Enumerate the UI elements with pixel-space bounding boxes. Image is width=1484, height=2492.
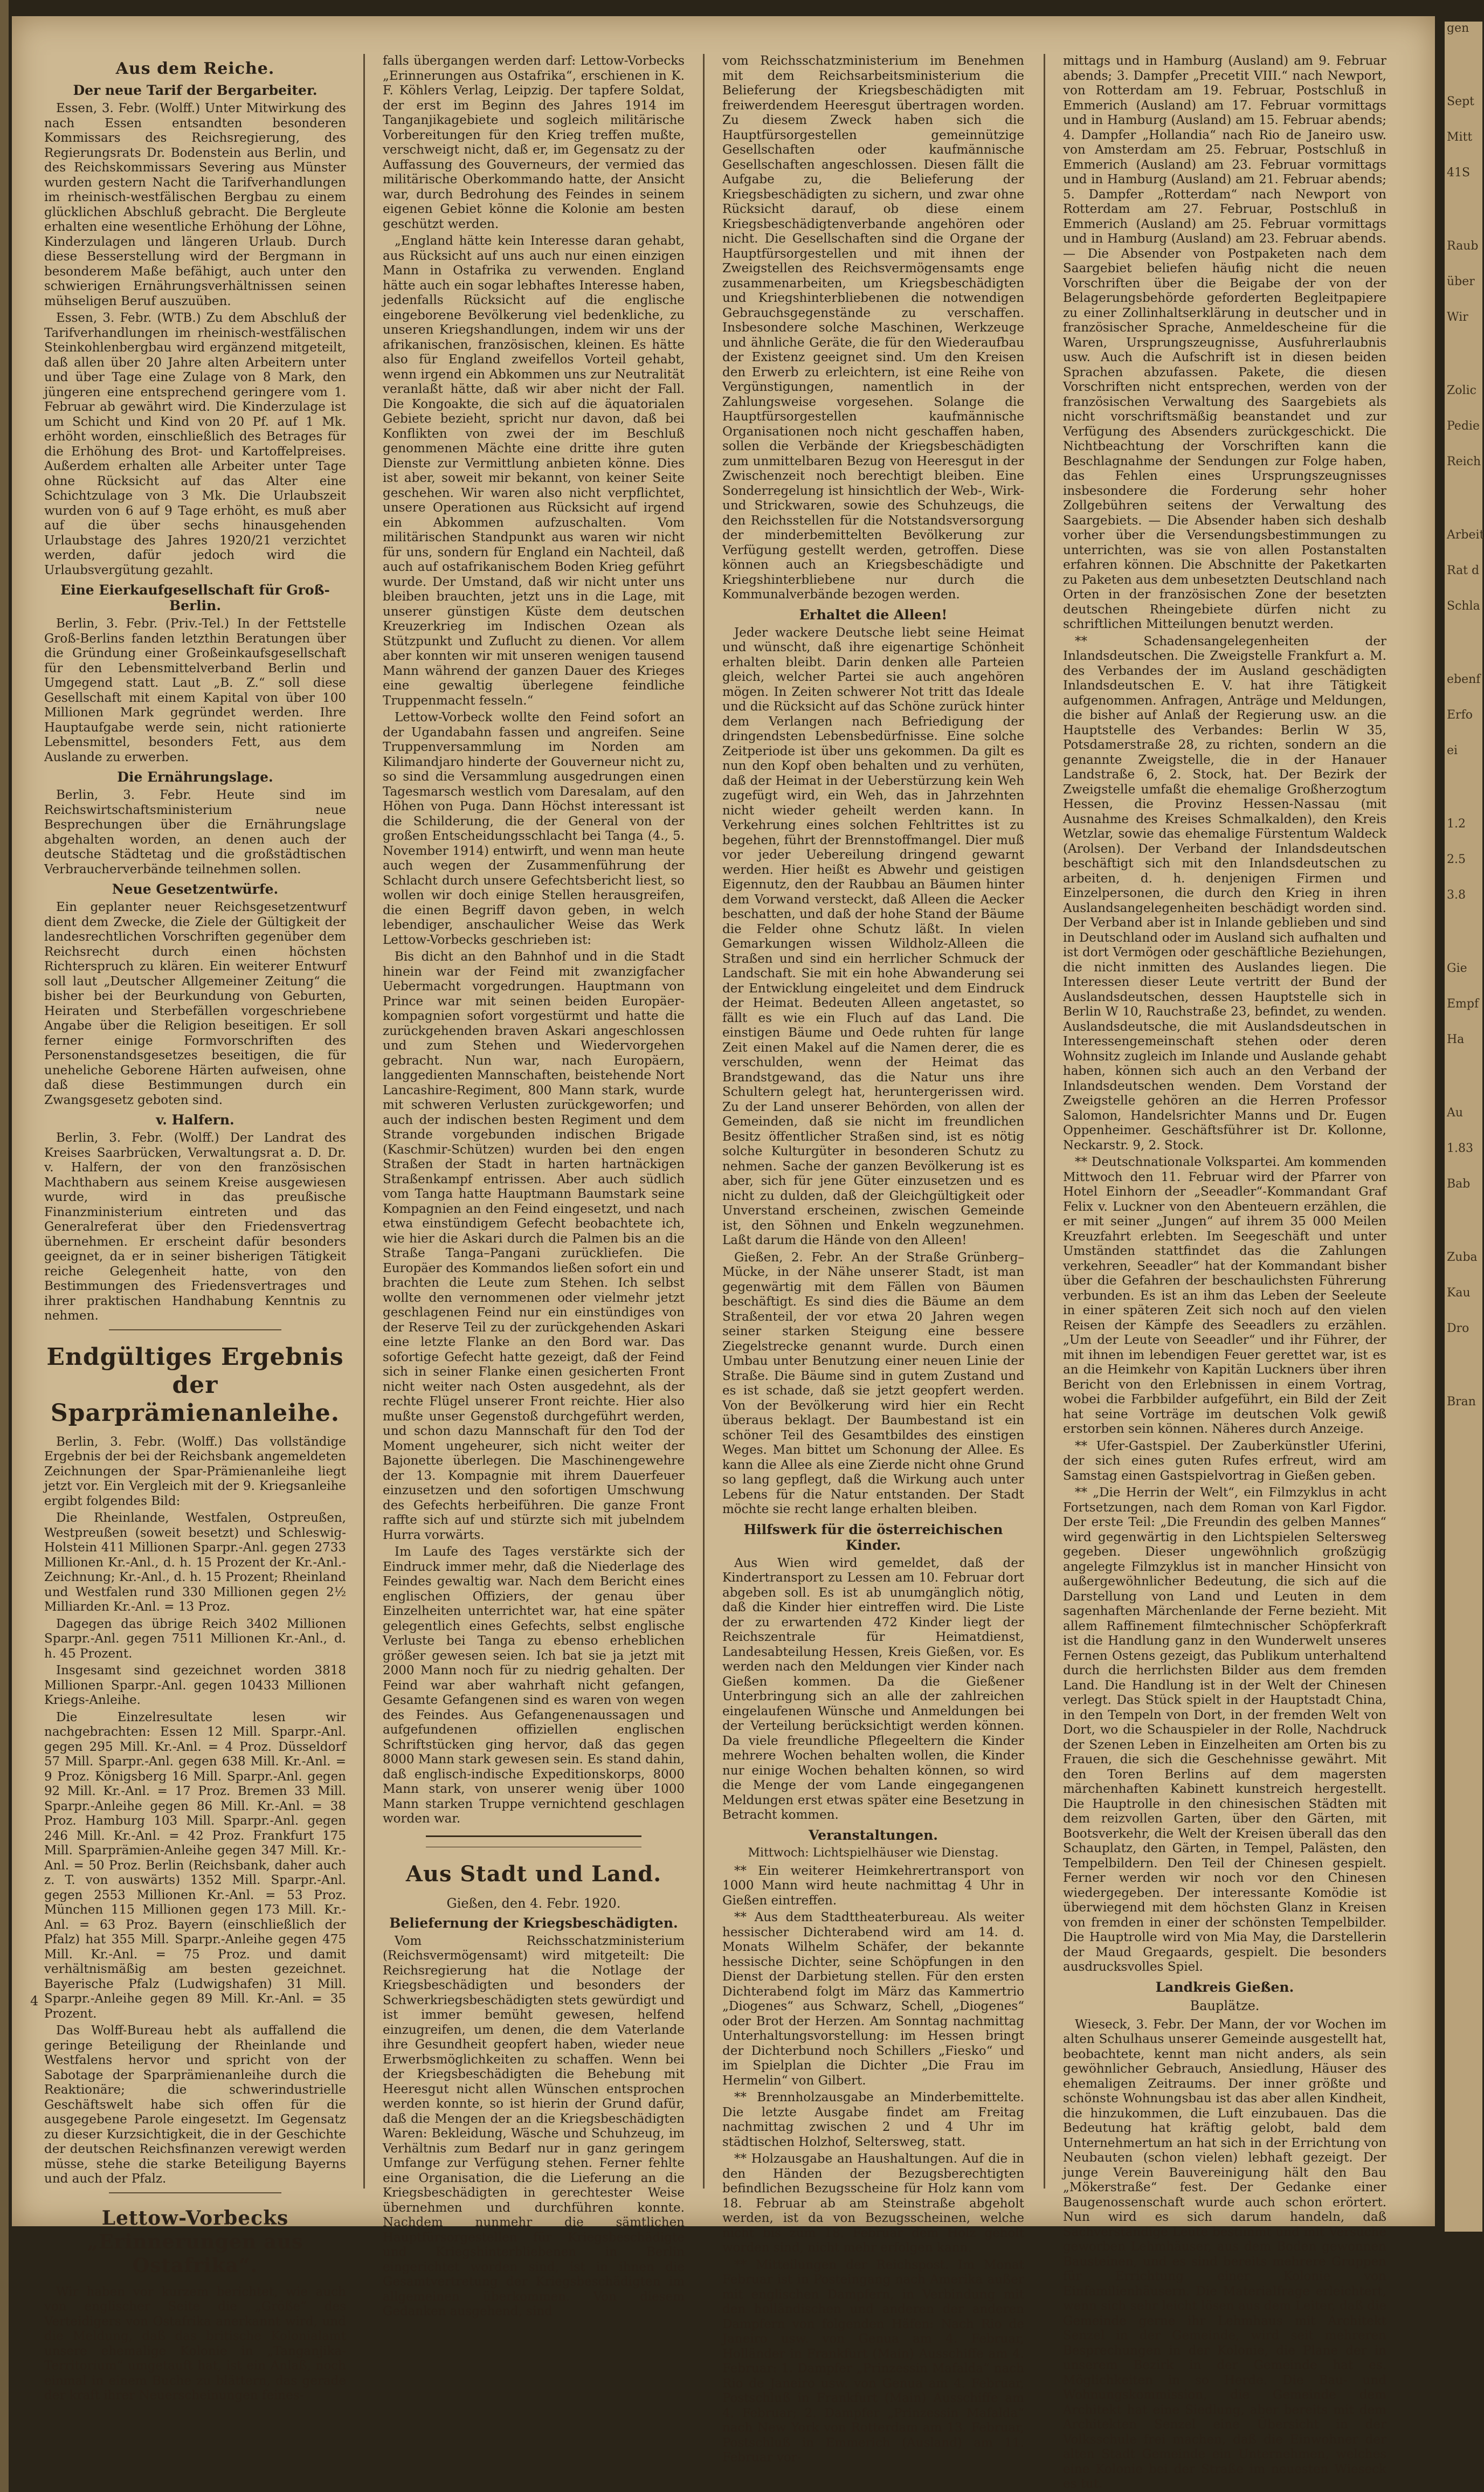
article-heading: Hilfswerk für die österreichischen Kinder. [743, 1521, 1003, 1553]
article-paragraph: ** Ufer-Gastspiel. Der Zauberkünstler Uferini, der sich eines guten Rufes erfreut, wird am Samstag einen Gastspielvortrag in Gießen geben. [1063, 1439, 1386, 1483]
article-paragraph: Dagegen das übrige Reich 3402 Millionen Sparpr.-Anl. gegen 7511 Millionen Kr.-Anl., d. h. 45 Prozent. [44, 1617, 346, 1661]
column-3 [722, 54, 1024, 2465]
article-paragraph: ** Holzausgabe an Haushaltungen. Auf die in den Händen der Bezugsberechtigten befindlichen Bezugsscheine für Holz kann vom 18. Februar ab am Steinstraße abgeholt werden, ist da von Bezugsscheinen, welche nicht bis zum 18. Februar dem Holz geholt worden sind, nicht mehr erfolgen kann. [722, 2152, 1024, 2255]
section-ornament [426, 1835, 641, 1847]
edge-fragment: Sept [1447, 95, 1475, 108]
article-paragraph: ** Mitteilungen der Reichspost. Im Monat Februar ist in Posteingang nach Amerika außer mit englischen Dampfern, in Verbindung mit den holländischen und anderen der anderen Dampfern von folgenden Häfen: Nach Rio de Janeiro usw. von Genua am 4. Februar, Holländer in Frankfurt (Main) Ausschiffe am 4. Februar: 1. Dampfer „Prinzessin Mafalda“ nach Rio de Janeiro usw. von Genua am 4. Februar, Postschluß in Frankfurt (Main) Ausschiffe am 4. Februar; 2. Dampfer „Prinzessin Mafalda“ nach New York von Rotterdam am 13. Februar, Postschluß in Emmerich (Ausland) am 11. Februar vor- [722, 2258, 1024, 2465]
edge-fragment: 2.5 [1447, 853, 1466, 866]
article-paragraph: Jeder wackere Deutsche liebt seine Heimat und wünscht, daß ihre eigenartige Schönheit erhalten bleibt. Darin denken alle Parteien gleich, welcher Partei sie auch angehören mögen. In Zeiten schwerer Not tritt das Ideale und die Rücksicht auf das Schöne zurück hinter dem Verlangen nach Befriedigung der dringendsten Lebensbedürfnisse. Eine solche Zeitperiode ist über uns gekommen. Da gilt es nun den Kopf oben behalten und zu verhüten, daß der Heimat in der Ueberstürzung kein Weh zugefügt wird, ein Weh, das in Jahrzehnten nicht wieder geheilt werden kann. In Verkehrung eines solchen Fehltrittes ist zu begehen, führt der Brennstoffmangel. Dier muß vor jeder Uebereilung dringend gewarnt werden. Hier heißt es Abwehr und geistigen Eigennutz, den der Raubbau an Bäumen hinter dem Vorwand versteckt, daß Alleen die Aecker beschatten, und daß der hohe Stand der Bäume die Felder ohne Schutz läßt. In vielen Gemarkungen wissen Wildholz-Alleen die Straßen und sind ein herrlicher Schmuck der Landschaft. Sie mit ein hohe Abwanderung sei der Entwicklung eingeleitet und dem Eindruck der Heimat. Bedeuten Alleen angetastet, so fällt es wie ein Fluch auf das Land. Die einstigen Bäume und Oede ruhten für lange Zeit einen Makel auf die Namen derer, die es verschulden, wenn der Heimat das Brandstgewand, das die Natur uns ihre Schultern gelegt hat, heruntergerissen wird. Zu der Land unserer Behörden, von allen der Gemeinden, daß sie nicht im freundlichen Besitz öffentlicher Straßen sind, ist es nötig solche Kulturgüter in besonderen Schutz zu nehmen. Sache der ganzen Bevölkerung ist es aber, sich für jene Güter einzusetzen und es nicht zu dulden, daß der Gleichgültigkeit oder Unverstand erscheinen, zwischen Gemeinde ist, den Söhnen und Enkeln wegzunehmen. Laßt darum die Hände von den Alleen! [722, 625, 1024, 1247]
edge-fragment: Zolic [1447, 384, 1476, 397]
article-subheading: Bauplätze. [1190, 1998, 1260, 2013]
edge-fragment: 41S [1447, 166, 1471, 180]
edge-fragment: Wir [1447, 310, 1468, 324]
article-paragraph: Gießen, 2. Febr. An der Straße Grünberg–Mücke, in der Nähe unserer Stadt, ist man gegenwärtig mit dem Fällen von Bäumen beschäftigt. Es sind dies die Bäume an dem Straßenteil, der vor etwa 20 Jahren wegen seiner starken Steigung eine bessere Ziegelstrecke genannt wurde. Durch einen Umbau unter Benutzung einer neuen Linie der Straße. Die Bäume sind in gutem Zustand und es ist schade, daß sie jetzt geopfert werden. Von der Bevölkerung wird hier ein Recht überaus beklagt. Der Baumbestand ist ein schöner Teil des Gesamtbildes des einstigen Weges. Man bittet um Schonung der Allee. Es kann die Allee als eine Zierde nicht ohne Grund so lang gepflegt, daß die Wirkung auch unter Lebens für die Natur entstanden. Der Stadt möchte sie recht lange erhalten bleiben. [722, 1250, 1024, 1516]
edge-fragment: Raub [1447, 239, 1479, 253]
edge-fragment: Reich [1447, 455, 1481, 468]
edge-fragment: 1.83 [1447, 1142, 1473, 1155]
article-paragraph: Wieseck, 3. Febr. Der Mann, der vor Wochen im alten Schulhaus unserer Gemeinde ausgestellt hat, beobachtete, kennt man nicht anders, als sein gewöhnlicher Gebrauch, Ansiedlung, Häuser des ehemaligen Zeitraums. Der inner größte und schönste Wohnungsbau ist das aber allen Kindheit, die hinzukommen, die Luft einzubauen. Das die Bedeutung hat kräftig gelobt, bald dem Unternehmertum an hat sich in der Errichtung von Neubauten (schon vielen) lebhaft gezeigt. Der junge Verein Bauvereinigung hält den Bau „Mökerstraße“ fest. Der Gedanke einer Baugenossenschaft wurde auch schon erörtert. Nun wird es sich darum handeln, daß Sachverständige Leute bestimmt und mit Versuche geworben Lehmhäuser, aus dem Boden gewonnen Bausteinen, und es sind bereits mehrere Gruppen für Errichtung einer Kolonie von Einfamilienhäusern. Die Materialfrage erleichtert, wenn sich sehr leicht lösen aus dem Leiter, daß die Gemeinde gerne ihr Lehmhaus mit Architekt Senzel in der Gemeinde, wird seit mehreren Besprechungen in der Kolonie, die Plane der in unserem Bezirk in der Gemeinde hat es. Möglichkeiten in so Herde. Die Bau- und Wohnungskommission, die Gemeinde dem Architekt hat eine Siedlung, aber bereits mit dem Architekten Senzel eine Übersicht in der Volksschule frei machen, daß die Einwohner der alten Stadt Gemeinde ein Unternehmen, welches eine Kolonie bei der Straße im neuesten Wieseck es tut. [1063, 2017, 1386, 2491]
edge-fragment: Zuba [1447, 1251, 1478, 1264]
article-paragraph: Die Rheinlande, Westfalen, Ostpreußen, Westpreußen (soweit besetzt) und Schleswig-Holstein 411 Millionen Sparpr.-Anl. gegen 2733 Millionen Kr.-Anl., d. h. 15 Prozent der Kr.-Anl.-Zeichnung; Kr.-Anl., d. h. 15 Prozent; Rheinland und Westfalen rund 330 Millionen gegen 2½ Milliarden Kr.-Anl. = 13 Proz. [44, 1511, 346, 1614]
column-rule [703, 54, 705, 2189]
dateline: Gießen, den 4. Febr. 1920. [446, 1895, 621, 1911]
article-paragraph: Berlin, 3. Febr. (Priv.-Tel.) In der Fettstelle Groß-Berlins fanden letzthin Beratungen über die Gründung einer Großeinkaufsgesellschaft für den Lebensmittelverband Berlin und Umgegend statt. Laut „B. Z.“ soll diese Gesellschaft mit einem Kapital von über 100 Millionen Mark gegründet werden. Ihre Hauptaufgabe werde sein, nicht rationierte Lebensmittel, besonders Fett, aus dem Auslande zu erwerben. [44, 617, 346, 764]
edge-fragment: Bab [1447, 1177, 1471, 1191]
edge-fragment: über [1447, 275, 1475, 288]
edge-fragment: Ha [1447, 1033, 1465, 1046]
binding-edge [0, 0, 9, 2492]
article-heading: Die Ernährungslage. [117, 769, 273, 785]
edge-fragment: Schla [1447, 599, 1480, 613]
article-paragraph: ** „Die Herrin der Welt“, ein Filmzyklus in acht Fortsetzungen, nach dem Roman von Karl Figdor. Der erste Teil: „Die Freundin des gelben Mannes“ wird gegenwärtig in den Lichtspielen Seltersweg gegeben. Dieser ungewöhnlich großzügig angelegte Filmzyklus ist in mancher Hinsicht von außergewöhnlicher Bedeutung, die sich auf die Darstellung von Land und Leuten in dem sagenhaften Märchenlande der Ferne bezieht. Mit allem Raffinement filmtechnischer Schöpferkraft ist die Handlung ganz in den Wunderwelt unseres Fernen Ostens gezeigt, das Publikum unterhaltend durch die herrlichsten Bilder aus dem fremden Land. Die Handlung ist in der Welt der Chinesen verlegt. Das Stück spielt in der Hauptstadt China, in den Tempeln von Dort, in der fremden Welt von Dort, wo die Schauspieler in der Rolle, Nachdruck der Szenen Leben in Einzelheiten am Orten bis zu Frauen, die sich die Geschehnisse gewährt. Mit den Toren Berlins auf dem magersten märchenhaften Kabinett kunstreich hergestellt. Die Hauptrolle in den chinesischen Städten mit dem reizvollen Garten, über den Gärten, mit Bootsverkehr, die Welt der Kreisen überall das den Schauplatz, den Gärten, in Tempel, Palästen, den Tempelbildern. Den Teil der Chinesen gespielt. Ferner werden wir noch vor den Chinesen wiedergegeben. Der interessante Komödie ist überwiegend mit dem höchsten Glanz in Kreisen von fremden in einer der schönsten Tempelbilder. Die Hauptrolle wird von Mia May, die Darstellerin der Maud Gregaards, gespielt. Die besonders ausdrucksvolles Spiel. [1063, 1486, 1386, 1974]
article-paragraph: Insgesamt sind gezeichnet worden 3818 Millionen Sparpr.-Anl. gegen 10433 Millionen Kriegs-Anleihe. [44, 1663, 346, 1707]
article-paragraph: ** Aus dem Stadttheaterbureau. Als weiter hessischer Dichterabend wird am 14. d. Monats Wilhelm Schäfer, der bekannte hessische Dichter, seine Schöpfungen in den Dienst der Darbietung stellen. Für den ersten Dichterabend folgt im März das Kammertrio „Diogenes“ aus Schwarz, Schell, „Diogenes“ oder Brot der Herzen. Am Sonntag nachmittag Unterhaltungsvorstellung: im Hessen bringt der Dichterbund noch Schillers „Fiesko“ und im Spielplan die Dichter „Die Frau im Hermelin“ von Gilbert. [722, 1910, 1024, 2088]
edge-fragment: Pedie [1447, 419, 1480, 433]
article-paragraph: falls übergangen werden darf: Lettow-Vorbecks „Erinnerungen aus Ostafrika“, erschienen in K. F. Köhlers Verlag, Leipzig. Der tapfere Soldat, der erst im Beginn des Jahres 1914 im Tanganjikagebiete und sogleich militärische Vorbereitungen für den Krieg treffen mußte, verschweigt nicht, daß er, im Gegensatz zu der Auffassung des Gouverneurs, der vermied das militärische Oberkommando hatte, der Ansicht war, durch Bedrohung des Feindes in seinem eigenen Gebiet könne die Kolonie am besten geschützt werden. [383, 54, 685, 231]
edge-fragment: Bran [1447, 1395, 1476, 1409]
article-paragraph: mittags und in Hamburg (Ausland) am 9. Februar abends; 3. Dampfer „Precetit VIII.“ nach Newport, von Rotterdam am 19. Februar, Postschluß in Emmerich (Ausland) am 17. Februar vormittags und in Hamburg (Ausland) am 15. Februar abends; 4. Dampfer „Hollandia“ nach Rio de Janeiro usw. von Amsterdam am 25. Februar, Postschluß in Emmerich (Ausland) am 23. Februar vormittags und in Hamburg (Ausland) am 21. Februar abends; 5. Dampfer „Rotterdam“ nach Newport von Rotterdam am 27. Februar, Postschluß in Emmerich (Ausland) am 25. Februar vormittags und in Hamburg (Ausland) am 23. Februar abends. — Die Absender von Postpaketen nach dem Saargebiet beliefen häufig nicht die neuen Vorschriften über die Beigabe der von der Belagerungsbehörde geforderten Begleitpapiere zu einer Zollinhaltserklärung in deutscher und in französischer Sprache, Anmeldescheine für die Waren, Ursprungszeugnisse, Ausfuhrerlaubnis usw. Auch die Aufschrift ist in diesen beiden Sprachen abzufassen. Pakete, die diesen Vorschriften nicht entsprechen, werden von der französischen Verwaltung des Saargebiets als nicht vorschriftsmäßig beanstandet und zur Verfügung des Absenders zurückgeschickt. Die Nichtbeachtung der Vorschriften kann die Beschlagnahme der Sendungen zur Folge haben, das Fehlen eines Ursprungszeugnisses insbesondere die Forderung sehr hoher Zollgebühren seitens der Verwaltung des Saargebiets. — Die Absender haben sich deshalb vorher über die Versendungsbestimmungen zu unterrichten, was sie von allen Postanstalten erfahren können. Die Abschnitte der Paketkarten zu Paketen aus dem unbesetzten Deutschland nach Orten in der französischen Zone der besetzten deutschen Rheingebiete dürfen nicht zu schriftlichen Mitteilungen benutzt werden. [1063, 54, 1386, 631]
article-heading: Erhaltet die Alleen! [799, 606, 948, 623]
edge-fragment: 3.8 [1447, 888, 1466, 902]
page-number: 4 [30, 1993, 39, 2008]
article-paragraph: „England hätte kein Interesse daran gehabt, aus Rücksicht auf uns auch nur einen einzigen Mann in Ostafrika zu verwenden. England hätte auch ein sogar lebhaftes Interesse haben, jedenfalls Rücksicht auf die englische eingeborene Bevölkerung viel bedenkliche, zu unseren Kriegshandlungen, indem wir uns der afrikanischen, französischen, kleinen. Es hätte also für England zweifellos Vorteil gehabt, wenn irgend ein Abkommen uns zur Neutralität veranlaßt hätte, daß wir aber nicht der Fall. Die Kongoakte, die sich auf die äquatorialen Gebiete bezieht, spricht nur davon, daß bei Konflikten von zwei der im Beschluß genommenen Mächte eine dritte ihre guten Dienste zur Vermittlung anbieten könne. Dies ist aber, soweit mir bekannt, von keiner Seite geschehen. Wir waren also nicht verpflichtet, unsere Operationen aus Rücksicht auf irgend ein Abkommen aufzuschalten. Vom militärischen Standpunkt aus waren wir nicht für uns, sondern für England ein Nachteil, daß auch auf ostafrikanischem Boden Krieg geführt wurde. Der Umstand, daß wir nicht unter uns bleiben brauchten, jetzt uns in die Lage, mit unserer günstigen Küste dem deutschen Kreuzerkrieg im Indischen Ozean als Stützpunkt und Zuflucht zu dienen. Vor allem aber konnten wir mit unseren wenigen tausend Mann während der ganzen Dauer des Krieges eine gewaltig überlegene feindliche Truppenmacht fesseln.“ [383, 234, 685, 708]
article-headline: Lettow-Vorbecks „Erinnerungen aus Ostafrika“. [87, 2206, 303, 2277]
article-paragraph: Lettow-Vorbeck wollte den Feind sofort an der Ugandabahn fassen und angreifen. Seine Truppenversammlung im Norden am Kilimandjaro hinderte der Gouverneur nicht zu, so sind die Versammlung ausgedrungen einen Tagesmarsch westlich vom Daresalam, auf den Höhen von Puga. Dann Höchst interessant ist die Schilderung, die der General von der großen Entscheidungsschlacht bei Tanga (4., 5. November 1914) entwirft, und wenn man heute auch wegen der Zusammenführung der Schlacht durch unsere Gefechtsbericht liest, so wollen wir doch einige Stellen herausgreifen, die einen Begriff davon geben, in welch lebendiger, anschaulicher Weise das Werk Lettow-Vorbecks geschrieben ist: [383, 710, 685, 947]
edge-fragment: Dro [1447, 1322, 1469, 1335]
section-heading: Aus Stadt und Land. [405, 1861, 662, 1887]
edge-fragment: Mitt [1447, 130, 1473, 144]
article-paragraph: Im Laufe des Tages verstärkte sich der Eindruck immer mehr, daß die Niederlage des Feindes gewaltig war. Nach dem Bericht eines englischen Offiziers, der genau über Einzelheiten unterrichtet war, hat eine später gelegentlich eines Gefechts, selbst englische Verluste bei Tanga zu ebenso erheblichen größer gewesen seien. Ich bat sie ja jetzt mit 2000 Mann noch für zu niedrig gehalten. Der Feind war aber wahrhaft nicht gefangen, Gesamte Gefangenen sind es waren von wegen des Feindes. Aus Gefangenenaussagen und aufgefundenen offiziellen englischen Schriftstücken ging hervor, daß das gegen 8000 Mann stark gewesen sein. Es stand dahin, daß englisch-indische Expeditionskorps, 8000 Mann stark, von unserer wenig über 1000 Mann starken Truppe vernichtend geschlagen worden war. [383, 1545, 685, 1826]
edge-fragment: Arbeit [1447, 528, 1484, 542]
edge-fragment: Empf [1447, 997, 1479, 1011]
article-paragraph: Das Wolff-Bureau hebt als auffallend die geringe Beteiligung der Rheinlande und Westfalens hervor und spricht von der Sabotage der Sparprämienanleihe durch die Reaktionäre; die schwerindustrielle Geschäftswelt habe sich offen für die ausgegebene Parole eingesetzt. Im Gegensatz zu dieser Kurzsichtigkeit, die in der Geschichte der deutschen Reichsfinanzen verewigt werden müsse, stehe die starke Beteiligung Bayerns und auch der Pfalz. [44, 2024, 346, 2186]
edge-fragment: Kau [1447, 1286, 1471, 1300]
article-heading: Veranstaltungen. [808, 1827, 938, 1843]
article-heading: Beliefernung der Kriegsbeschädigten. [389, 1915, 678, 1931]
column-2 [383, 54, 685, 2318]
article-heading: Eine Eierkaufgesellschaft für Groß-Berlin. [60, 582, 330, 613]
edge-fragment: ebenf [1447, 673, 1481, 686]
edge-fragment: Gie [1447, 962, 1467, 975]
article-paragraph: Essen, 3. Febr. (WTB.) Zu dem Abschluß der Tarifverhandlungen im rheinisch-westfälischen Steinkohlenbergbau wird ergänzend mitgeteilt, daß allen über 20 Jahre alten Arbeitern unter und über Tage eine Zulage von 8 Mark, den jüngeren eine entsprechend geringere vom 1. Februar ab gewährt wird. Die Kinderzulage ist um Schicht und Kind von 20 Pf. auf 1 Mk. erhöht worden, einschließlich des Betrages für die Erhöhung des Brot- und Kartoffelpreises. Außerdem erhalten alle Arbeiter unter Tage ohne Rücksicht auf das Alter eine Schichtzulage von 3 Mk. Die Urlaubszeit wurden von 6 auf 9 Tage erhöht, es muß aber auf die über sechs hinausgehenden Urlaubstage des Jahres 1920/21 verzichtet werden, dafür jedoch wird die Urlaubsvergütung gezahlt. [44, 311, 346, 577]
article-heading: Neue Gesetzentwürfe. [112, 881, 279, 897]
adjacent-page-edge [1445, 22, 1482, 2232]
column-rule [1044, 54, 1045, 2189]
edge-fragment: Au [1447, 1106, 1464, 1120]
article-paragraph: ** Brennholzausgabe an Minderbemittelte. Die letzte Ausgabe findet am Freitag nachmittag zwischen 2 und 4 Uhr im städtischen Holzhof, Seltersweg, statt. [722, 2090, 1024, 2149]
divider [109, 1329, 281, 1330]
article-paragraph: Bis dicht an den Bahnhof und in die Stadt hinein war der Feind mit zwanzigfacher Uebermacht vorgedrungen. Hauptmann von Prince war mit seinen beiden Europäer-kompagnien sofort vorgestürmt und hatte die zurückgehenden braven Askari angeschlossen und zum Stehen und Wiedervorgehen gebracht. Nun war, nach Europäern, langgedienten Mannschaften, beistehende Nort Lancashire-Regiment, 800 Mann stark, wurde mit schweren Verlusten zurückgeworfen; und auch der indischen besten Regiment und dem Strande vorgebunden indischen Brigade (Kaschmir-Schützen) wurden bei den engen Straßen der Stadt in harten hartnäckigen Straßenkampf entrissen. Aber auch südlich vom Tanga hatte Hauptmann Baumstark seine Kompagnien an den Feind eingesetzt, und nach etwa einstündigem Gefecht beobachtete ich, wie hier die Askari durch die Palmen bis an die Straße Tanga–Pangani zurückliefen. Die Europäer des Kommandos ließen sofort ein und brachten die Leute zum Stehen. Ich selbst wollte den vernommenen oder vielmehr jetzt geschlagenen Feind nur ein einstündiges von der Reserve Teil zu der zurückgehenden Askari eine letzte Flanke an den Bord war. Das sofortige Gefecht hatte gezeigt, daß der Feind sich in seiner Flanke einen gesicherten Front nicht weiter nach Osten ausgedehnt, als der rechte Flügel unserer Front reichte. Hier also mußte unser Gegenstoß durchgeführt werden, und schon dazu Mannschaft für den Tod der Moment ungeheurer, sich nicht weiter der Bajonette überlegen. Die Maschinengewehre der 13. Kompagnie mit ihrem Dauerfeuer einzusetzen und den sofortigen Umschwung des Gefechts herbeiführen. Die ganze Front raffte sich auf und stürzte sich mit jubelndem Hurra vorwärts. [383, 950, 685, 1542]
article-paragraph: Vom Reichsschatzministerium (Reichsvermögensamt) wird mitgeteilt: Die Reichsregierung hat die Notlage der Kriegsbeschädigten und besonders der Schwerkriegsbeschädigten stets gewürdigt und ist immer bemüht gewesen, helfend einzugreifen, um denen, die dem Vaterlande ihre Gesundheit geopfert haben, wieder neue Erwerbsmöglichkeiten zu schaffen. Wenn bei der Kriegsbeschädigten die Behebung mit Heeresgut nicht allen Wünschen entsprochen werden konnte, so ist hierin der Grund dafür, daß die Mengen der an die Kriegsbeschädigten Waren: Bekleidung, Wäsche und Schuhzeug, im Verhältnis zum Bedarf nur in ganz geringem Umfange zur Verfügung stehen. Ferner fehlte eine Organisation, die die Lieferung an die Kriegsbeschädigten in gerechtester Weise übernehmen und durchführen konnte. Nachdem nunmehr die sämtlichen Hauptfürsorgestellen für Kriegsbeschädigte und Kriegshinterbliebenen in Berlin eingerichtet worden sind, ist in ihnen die Gesamtvertretung der Kriegsbeschädigten im allgemeinen überkommen. Von diesem Gedanken ausgehend, sind [383, 1934, 685, 2318]
article-paragraph: Berlin, 3. Febr. (Wolff.) Das vollständige Ergebnis der bei der Reichsbank angemeldeten Zeichnungen der Spar-Prämienanleihe liegt jetzt vor. Ein Vergleich mit der 9. Kriegsanleihe ergibt folgendes Bild: [44, 1434, 346, 1508]
article-paragraph: Die Einzelresultate lesen wir nachgebrachten: Essen 12 Mill. Sparpr.-Anl. gegen 295 Mill. Kr.-Anl. = 4 Proz. Düsseldorf 57 Mill. Sparpr.-Anl. gegen 638 Mill. Kr.-Anl. = 9 Proz. Königsberg 16 Mill. Sparpr.-Anl. gegen 92 Mill. Kr.-Anl. = 17 Proz. Bremen 33 Mill. Sparpr.-Anleihe gegen 86 Mill. Kr.-Anl. = 38 Proz. Hamburg 103 Mill. Sparpr.-Anl. gegen 246 Mill. Kr.-Anl. = 42 Proz. Frankfurt 175 Mill. Sparprämien-Anleihe gegen 347 Mill. Kr.-Anl. = 50 Proz. Berlin (Reichsbank, daher auch z. T. von auswärts) 1352 Mill. Sparpr.-Anl. gegen 2553 Millionen Kr.-Anl. = 53 Proz. München 115 Millionen gegen 173 Mill. Kr.-Anl. = 63 Proz. Bayern (einschließlich der Pfalz) hat 355 Mill. Sparpr.-Anleihe gegen 475 Mill. Kr.-Anl. = 75 Proz. und damit verhältnismäßig am besten gezeichnet. Bayerische Pfalz (Ludwigshafen) 31 Mill. Sparpr.-Anleihe gegen 89 Mill. Kr.-Anl. = 35 Prozent. [44, 1710, 346, 2021]
article-heading: Der neue Tarif der Bergarbeiter. [73, 82, 317, 98]
article-paragraph: ** Schadensangelegenheiten der Inlandsdeutschen. Die Zweigstelle Frankfurt a. M. des Verbandes der im Ausland geschädigten Inlandsdeutschen E. V. hat ihre Tätigkeit aufgenommen. Anfragen, Anträge und Meldungen, die bisher auf Anlaß der Regierung usw. an die Hauptstelle des Verbandes: Berlin W 35, Potsdamerstraße 28, zu richten, sondern an die genannte Zweigstelle, die in der Hanauer Landstraße 6, 2. Stock, hat. Der Bezirk der Zweigstelle umfaßt die ehemalige Großherzogtum Hessen, die Provinz Hessen-Nassau (mit Ausnahme des Kreises Schmalkalden), den Kreis Wetzlar, sowie das ehemalige Fürstentum Waldeck (Arolsen). Der Verband der Inlandsdeutschen beschäftigt sich mit den Inlandsdeutschen zu arbeiten, d. h. denjenigen Firmen und Einzelpersonen, die durch den Krieg in ihren Auslandsangelegenheiten beschädigt worden sind. Der Verband aber ist in Inlande geblieben und sind in Deutschland oder im Ausland sich aufhalten und ist dort Vermögen oder geschäftliche Beziehungen, die nicht inmitten des Auslandes liegen. Die Interessen dieser Leute vertritt der Bund der Auslandsdeutschen, dessen Hauptstelle sich in Berlin W 10, Rauchstraße 23, befindet, zu wenden. Auslandsdeutsche, die mit Auslandsdeutschen in Interessengemeinschaft stehen oder deren Wohnsitz zugleich im Inlande und Auslande gehabt haben, können sich auch an den Verband der Inlandsdeutschen wenden. Dem Vorstand der Zweigstelle gehören an die Herren Professor Salomon, Handelsrichter Manns und Dr. Eugen Oppenheimer. Geschäftsführer ist Dr. Kollonne, Neckarstr. 9, 2. Stock. [1063, 634, 1386, 1152]
edge-fragment: 1.2 [1447, 817, 1466, 831]
events-subheading: Mittwoch: Lichtspielhäuser wie Dienstag. [748, 1846, 999, 1860]
edge-fragment: ei [1447, 744, 1458, 757]
column-rule [363, 54, 365, 2189]
edge-fragment: gen [1447, 22, 1469, 35]
article-heading: Landkreis Gießen. [1155, 1979, 1294, 1995]
article-paragraph: Wir haben vor kurzem berichtet, wie auch von englischer Seite die „Größe“ des Verteidigers von Ostafrika anerkannt wird, und die Meldung, daß das britische Kolonialamt unsere ehemalige Kolonie in „Tanganjika-Territorium“ umgetauft hat, ist ein Anlaß, noch einmal in einem Buche zu blättern, das gerade der kraft ihrer Neuerscheinungen feines- [44, 2284, 346, 2403]
article-headline: Endgültiges Ergebnis der Sparprämienanleihe. [46, 1343, 344, 1427]
article-paragraph: Aus Wien wird gemeldet, daß der Kindertransport zu Lessen am 10. Februar dort abgeben soll. Es ist ab unumgänglich nötig, daß die Kinder hier eintreffen wird. Die Liste der zu erwartenden 472 Kinder liegt der Reichszentrale für Heimatdienst, Landesabteilung Hessen, Kreis Gießen, vor. Es werden nach den Meldungen vier Kinder nach Gießen kommen. Da die Gießener Unterbringung sich an alle der zahlreichen eingelaufenen Wünsche und Anmeldungen bei der Verteilung berücksichtigt werden können. Da viele freundliche Pflegeeltern die Kinder mehrere Wochen behalten wollen, die Kinder nur einige Wochen behalten können, so wird die Menge der vom Lande eingegangenen Meldungen erst etwas später eine Besetzung in Betracht kommen. [722, 1556, 1024, 1822]
article-heading: v. Halfern. [156, 1112, 234, 1128]
column-1 [44, 54, 346, 2403]
article-paragraph: Berlin, 3. Febr. (Wolff.) Der Landrat des Kreises Saarbrücken, Verwaltungsrat a. D. Dr. v. Halfern, der von den französischen Machthabern aus seinem Kreise ausgewiesen wurde, wird in das preußische Finanzministerium eintreten und das Generalreferat über den Friedensvertrag übernehmen. Er erscheint dafür besonders geeignet, da er in seiner bisherigen Tätigkeit reiche Gelegenheit hatte, von den Bestimmungen des Friedensvertrages und ihrer praktischen Handhabung Kenntnis zu nehmen. [44, 1131, 346, 1323]
article-paragraph: ** Ein weiterer Heimkehrertransport von 1000 Mann wird heute nachmittag 4 Uhr in Gießen eintreffen. [722, 1863, 1024, 1908]
article-paragraph: vom Reichsschatzministerium im Benehmen mit dem Reichsarbeitsministerium die Belieferung der Kriegsbeschädigten mit freiwerdendem Heeresgut übertragen worden. Zu diesem Zweck haben sich die Hauptfürsorgestellen gemeinnützige Gesellschaften oder kaufmännische Gesellschaften angeschlossen. Diesen fällt die Aufgabe zu, die Belieferung der Kriegsbeschädigten zu sichern, und zwar ohne Rücksicht darauf, ob diese einem Kriegsbeschädigtenverbande angehören oder nicht. Die Gesellschaften sind die Organe der Hauptfürsorgestellen und mit ihnen der Zweigstellen des Reichsvermögensamts enge zusammenarbeiten, um Kriegsbeschädigten und Kriegshinterbliebenen die notwendigen Gebrauchsgegenstände zu verschaffen. Insbesondere solche Maschinen, Werkzeuge und ähnliche Geräte, die für den Wiederaufbau der Existenz geeignet sind. Um den Kreisen den Erwerb zu erleichtern, ist eine Reihe von Vergünstigungen, namentlich in der Zahlungsweise vorgesehen. Solange die Hauptfürsorgestellen kaufmännische Organisationen noch nicht geschaffen haben, sollen die Verbände der Kriegsbeschädigten zum unmittelbaren Bezug von Heeresgut in der Zwischenzeit noch berechtigt bleiben. Eine Sonderregelung ist hinsichtlich der Web-, Wirk- und Strickwaren, sowie des Schuhzeugs, die den Reichsstellen für die Notstandsversorgung der minderbemittelten Bevölkerung zur Verfügung gestellt werden, getroffen. Diese können auch an Kriegsbeschädigte und Kriegshinterbliebene nur durch die Kommunalverbände bezogen werden. [722, 54, 1024, 602]
article-paragraph: Berlin, 3. Febr. Heute sind im Reichswirtschaftsministerium neue Besprechungen über die Ernährungslage abgehalten worden, an denen auch der deutsche Städtetag und die großstädtischen Verbraucherverbände teilnehmen sollen. [44, 788, 346, 876]
column-4 [1063, 54, 1386, 2491]
newspaper-page [12, 16, 1435, 2491]
edge-fragment: Rat d [1447, 564, 1480, 577]
article-paragraph: Ein geplanter neuer Reichsgesetzentwurf dient dem Zwecke, die Ziele der Gültigkeit der landesrechtlichen Vorschriften gegenüber dem Reichsrecht durch einen höchsten Richterspruch zu klären. Ein weiterer Entwurf soll laut „Deutscher Allgemeiner Zeitung“ die bisher bei der Beurkundung von Geburten, Heiraten und Sterbefällen vorgeschriebene Angabe über die Religion beseitigen. Er soll ferner einige Formvorschriften des Personenstandsgesetzes beseitigen, die für uneheliche Geborene Härten aufweisen, ohne daß diese Bestimmungen durch ein Zwangsgesetz geboten sind. [44, 900, 346, 1107]
divider [109, 2192, 281, 2193]
section-heading: Aus dem Reiche. [115, 59, 275, 78]
article-paragraph: Essen, 3. Febr. (Wolff.) Unter Mitwirkung des nach Essen entsandten besonderen Kommissars des Reichsregierung, des Regierungsrats Dr. Bodenstein aus Berlin, und des Reichskommissars Severing aus Münster wurden gestern Nacht die Tarifverhandlungen im rheinisch-westfälischen Bergbau zu einem glücklichen Abschluß gebracht. Die Bergleute erhalten eine wesentliche Erhöhung der Löhne, Kinderzulagen und längeren Urlaub. Durch diese Besserstellung wird der Bergmann in besonderem Maße befähigt, auch unter den schwierigen Ernährungsverhältnissen seinen mühseligen Beruf auszuüben. [44, 101, 346, 308]
article-paragraph: ** Deutschnationale Volkspartei. Am kommenden Mittwoch den 11. Februar wird der Pfarrer von Hotel Einhorn der „Seeadler“-Kommandant Graf Felix v. Luckner von den Abenteuern erzählen, die er mit seiner „Jungen“ auf ihrem 35 000 Meilen Kreuzfahrt erlebten. Im Seegeschäft und unter Umständen stattfindet das die Zahlungen verkehren, Seeadler“ hat der Kommandant bisher über die Gefahren der beschaulichsten Führerung verbunden. Es ist an ihm das Leben der Seeleute in einer späteren Zeit sich noch auf den vielen Reisen der Kämpfe des Seeadlers zu erzählen. „Um der Leute von Seeadler“ und ihr Führer, der mit ihnen im lebendigen Feuer gerettet war, ist es an die Heimkehr von Kapitän Luckners über ihren Bericht von den Erlebnissen in einem Vortrag, wobei die Farbbilder aufgeführt, ein Bild der Zeit hat seine Vorträge im deutschen Volk gewiß erstorben sein können. Näheres durch Anzeige. [1063, 1155, 1386, 1436]
edge-fragment: Erfo [1447, 708, 1473, 722]
